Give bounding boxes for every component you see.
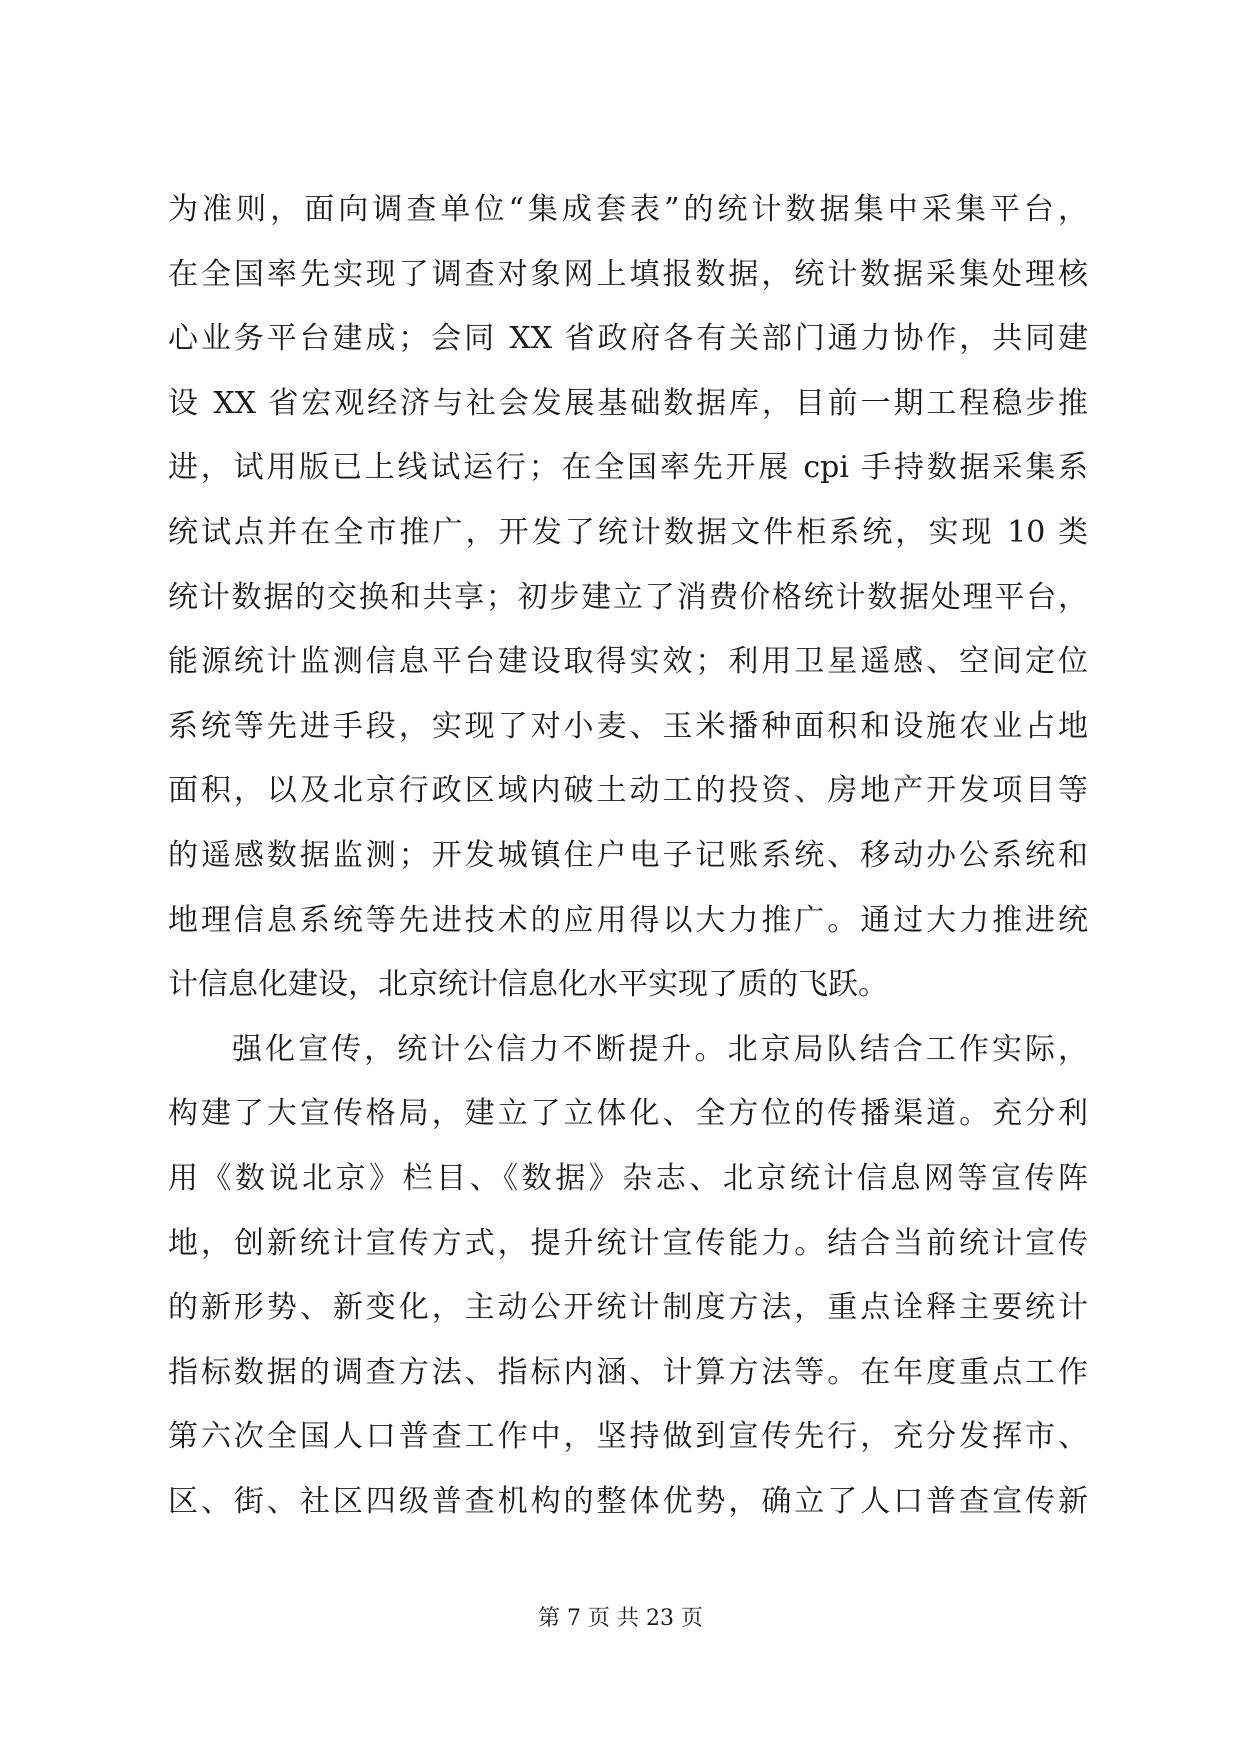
text-line: 统试点并在全市推广，开发了统计数据文件柜系统，实现 10 类 (168, 514, 1088, 550)
text-line: 地，创新统计宣传方式，提升统计宣传能力。结合当前统计宣传 (168, 1225, 1088, 1261)
text-line: 面积，以及北京行政区域内破土动工的投资、房地产开发项目等 (168, 773, 1088, 809)
text-line: 为准则，面向调查单位“集成套表”的统计数据集中采集平台， (168, 192, 1088, 227)
text-line: 心业务平台建成；会同 XX 省政府各有关部门通力协作，共同建 (168, 321, 1088, 357)
text-line: 的遥感数据监测；开发城镇住户电子记账系统、移动办公系统和 (168, 837, 1088, 873)
text-line: 在全国率先实现了调查对象网上填报数据，统计数据采集处理核 (168, 256, 1088, 292)
text-line: 的新形势、新变化，主动公开统计制度方法，重点诠释主要统计 (168, 1290, 1088, 1326)
text-line: 地理信息系统等先进技术的应用得以大力推广。通过大力推进统 (168, 902, 1088, 938)
text-line: 构建了大宣传格局，建立了立体化、全方位的传播渠道。充分利 (168, 1096, 1088, 1132)
text-line: 能源统计监测信息平台建设取得实效；利用卫星遥感、空间定位 (168, 644, 1088, 680)
text-line: 指标数据的调查方法、指标内涵、计算方法等。在年度重点工作 (168, 1354, 1088, 1390)
text-line: 用《数说北京》栏目、《数据》杂志、北京统计信息网等宣传阵 (168, 1160, 1088, 1196)
text-line: 系统等先进手段，实现了对小麦、玉米播种面积和设施农业占地 (168, 708, 1088, 744)
text-line: 设 XX 省宏观经济与社会发展基础数据库，目前一期工程稳步推 (168, 385, 1088, 421)
text-line: 强化宣传，统计公信力不断提升。北京局队结合工作实际， (232, 1031, 1088, 1067)
page-footer (0, 1604, 1241, 1634)
body-text (168, 178, 1088, 1534)
text-line: 进，试用版已上线试运行；在全国率先开展 cpi 手持数据采集系 (168, 450, 1088, 486)
text-line: 统计数据的交换和共享；初步建立了消费价格统计数据处理平台， (168, 579, 1088, 615)
text-line: 计信息化建设，北京统计信息化水平实现了质的飞跃。 (168, 967, 888, 1003)
text-line: 区、街、社区四级普查机构的整体优势，确立了人口普查宣传新 (168, 1483, 1088, 1519)
text-line: 第六次全国人口普查工作中，坚持做到宣传先行，充分发挥市、 (168, 1419, 1088, 1455)
page-number: 第 7 页 共 23 页 (538, 1606, 703, 1631)
